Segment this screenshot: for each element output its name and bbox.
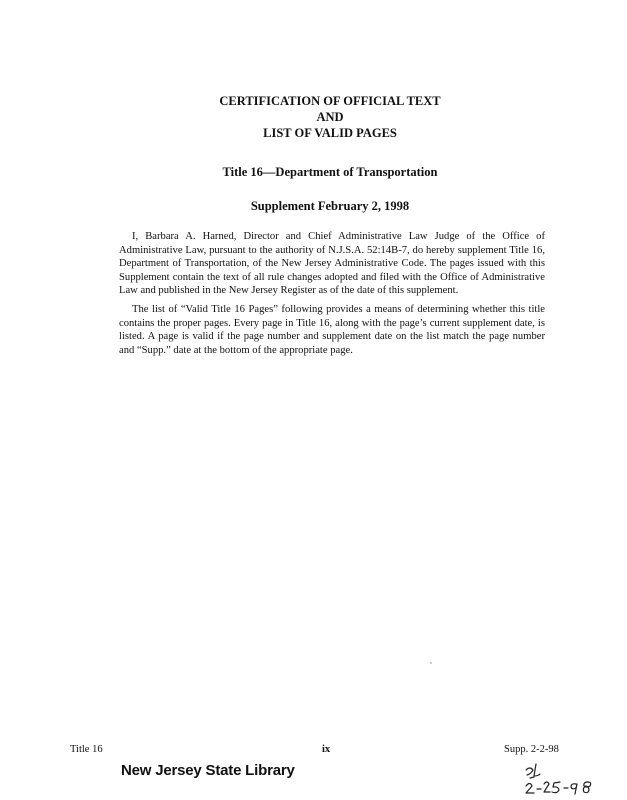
- heading-line-1: CERTIFICATION OF OFFICIAL TEXT: [219, 94, 441, 108]
- library-stamp: New Jersey State Library: [121, 762, 295, 779]
- title-subheading: Title 16—Department of Transportation: [222, 165, 438, 179]
- paragraph-certification: I, Barbara A. Harned, Director and Chief Administrative Law Judge of the Office of Administrative Law, pursuant to the authority of N.J.S.A. 52:14B-7, do hereby supplement Title 16, Department of Transportation, of the New Jersey Administrative Code. The pages issued with this Supplement contain the text of all rule changes adopted and filed with the Office of Administrative Law and published in the New Jersey Register as of the date of this supplement.: [119, 231, 545, 297]
- supplement-date-heading: Supplement February 2, 1998: [250, 199, 410, 213]
- footer-supplement-date: Supp. 2-2-98: [504, 744, 559, 755]
- handwritten-date-signature: [520, 760, 610, 796]
- certification-heading: [0, 93, 627, 141]
- footer-title: Title 16: [70, 744, 103, 755]
- footer-page-number: ix: [322, 744, 331, 755]
- heading-line-3: LIST OF VALID PAGES: [263, 126, 397, 140]
- paragraph-valid-pages: The list of “Valid Title 16 Pages” following provides a means of determining whether this title contains the proper pages. Every page in Title 16, along with the page’s current supplement date, is listed. A page is valid if the page number and supplement date on the list match the page number and “Supp.” date at the bottom of the appropriate page.: [119, 304, 545, 356]
- heading-line-2: AND: [316, 110, 344, 124]
- scan-speck: [430, 662, 432, 664]
